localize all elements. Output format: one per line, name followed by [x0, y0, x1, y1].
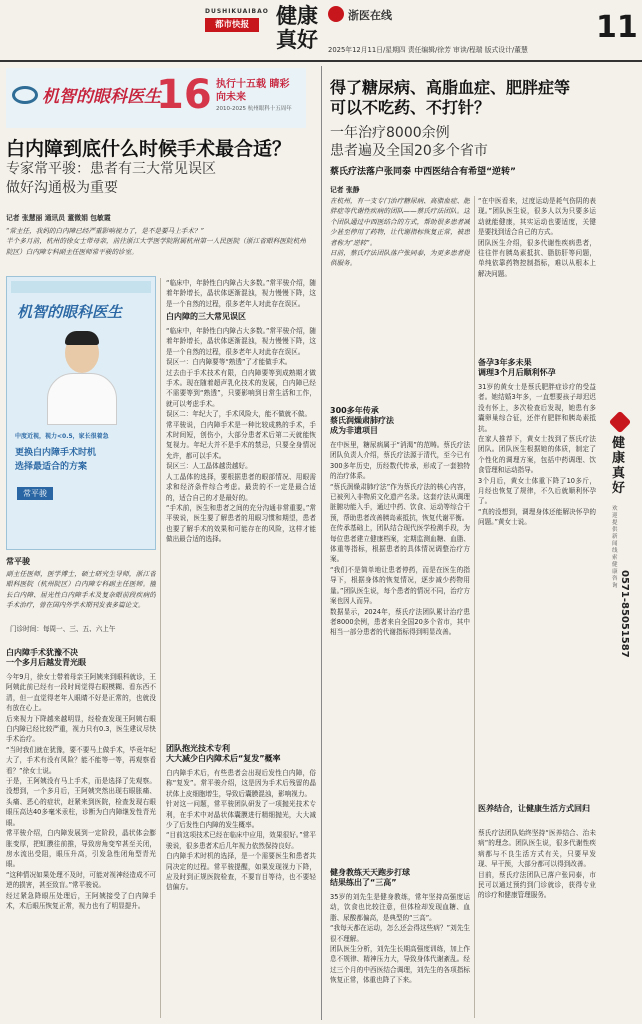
card-title: 机智的眼科医生 [17, 303, 123, 321]
bio-hours: 门诊时间：每周一、三、五、六上午 [10, 625, 116, 633]
doctor-coat [47, 373, 117, 425]
side-phone: 0571-85051587 [619, 570, 630, 658]
anniversary-number: 16 [156, 72, 212, 118]
right-column-3: “在中医看来，过度运动是耗气伤阴的表现。”团队医生说，很多人以为只要多运动就能健康，其实运动也要适度，关键是要找到适合自己的方式。 团队医生介绍，很多代谢性疾病患者，往往伴有胰岛素抵抗、脂肪肝等问题，单纯依靠药物控制指标，难以从根本上解决问题。 [478, 197, 596, 278]
heart-icon [609, 411, 632, 434]
online-label: 浙医在线 [348, 9, 392, 22]
right-section-1: 300多年传承 蔡氏润燥肃肺疗法 成为非遗项目 [330, 406, 394, 435]
left-column-2b: “临床中，年龄性白内障占大多数。”常平骏介绍，随着年龄增长，晶状体逐渐混浊，视力慢慢下降，这是一个自然的过程，很多老年人对此存在误区。 误区一：白内障要等“熟透”了才能做手术。 过去由于手术技术有限，白内障要等到成熟期才做手术。现在随着超声乳化技术的发展，白内障已经不需要等到“熟透”，只要影响到日常生活和工作，就可以考虑手术。 误区二：年纪大了，手术风险大，能不做就不做。 常平骏说，白内障手术是一种比较成熟的手术，手术时间短，创伤小，大部分患者术后第二天就能恢复视力。年纪大并不是手术的禁忌，只要全身情况允许，都可以手术。 误区三：人工晶体越贵越好。 人工晶体的选择，要根据患者的眼部情况、用眼需求和经济条件综合考虑。最贵的不一定是最合适的，适合自己的才是最好的。 “手术前，医生和患者之间的充分沟通非常重要。”常平骏说，医生要了解患者的用眼习惯和期望，患者也要了解手术的效果和可能存在的风险，这样才能做出最合适的选择。 [166, 327, 316, 544]
eye-icon [12, 86, 38, 104]
right-byline: 记者 张静 [330, 186, 360, 194]
zhejiang-online-logo [328, 6, 344, 22]
column-rule [160, 278, 161, 1018]
card-name-tag: 常平骏 [17, 487, 53, 500]
right-section-4: 医养结合，让健康生活方式回归 [478, 804, 590, 813]
page-number: 11 [596, 10, 638, 45]
card-caption-c: 选择最适合的方案 [15, 462, 88, 472]
left-lead: “常主任，我妈的白内障已经严重影响视力了，是不是要马上手术？” 半个多月前，杭州的徐女士带母亲，前往浙江大学医学院附属杭州第一人民医院（浙江省眼科医院杭州院区）白内障专科副主任医师常平骏的诊室。 [6, 227, 306, 256]
card-caption-a: 中度近视，视力<0.5，家长很着急 [15, 433, 109, 440]
left-byline: 记者 张慧丽 通讯员 董微娟 包敏霞 [6, 214, 111, 222]
paper-pinyin: DUSHIKUAIBAO [205, 8, 269, 15]
right-column-4: 31岁的黄女士是蔡氏肥胖症诊疗的受益者。她结婚3年多，一直想要孩子却迟迟没有怀上，多次检查后发现，她患有多囊卵巢综合征，还伴有肥胖和胰岛素抵抗。 在家人推荐下，黄女士找到了蔡氏疗法团队。团队医生根据她的体质，制定了个性化的调理方案，包括中药调理、饮食管理和运动指导。 3个月后，黄女士体重下降了10多斤，月经也恢复了规律，不久后就顺利怀孕了。 “真的没想到，调理身体还能解决怀孕的问题。”黄女士说。 [478, 383, 596, 527]
left-section-2: 白内障的三大常见误区 [166, 312, 246, 321]
right-column-5: 蔡氏疗法团队始终坚持“医养结合、治未病”的理念。团队医生说，很多代谢性疾病都与不良生活方式有关，只要早发现、早干预，大部分都可以得到改善。 目前，蔡氏疗法团队已落户张同泰，市民可以通过预约到门诊就诊，获得专业的诊疗和健康管理服务。 [478, 829, 596, 900]
doctor-photo [43, 329, 121, 425]
right-intro: 在杭州，有一支专门治疗糖尿病、高脂血症、肥胖症等代谢性疾病的团队——蔡氏疗法团队。这个团队通过中西医结合的方式，帮助很多患者减少甚至停用了药物，让代谢指标恢复正常，被患者称为“逆转”。 日前，蔡氏疗法团队落户张同泰，为更多患者提供服务。 [330, 197, 470, 268]
dateline: 2025年12月11日/星期四 责任编辑/徐芳 审读/程瑞 版式设计/董慧 [328, 46, 528, 54]
right-headline: 得了糖尿病、高脂血症、肥胖症等 可以不吃药、不打针？ [330, 78, 571, 117]
bio-text: 副主任医师，医学博士，硕士研究生导师，浙江省眼科医院（杭州院区）白内障专科副主任医师。擅长白内障、屈光性白内障手术及复杂眼前段疾病的手术治疗，曾在国内外学术期刊发表多篇论文。 [6, 570, 156, 610]
left-headline: 白内障到底什么时候手术最合适？ [6, 138, 292, 160]
banner [6, 68, 306, 128]
paper-logo: 都市快报 [205, 18, 259, 32]
doctor-photo-card [6, 276, 156, 550]
left-column-1: 今年9月，徐女士带着母亲王阿姨来到眼科就诊，王阿姨此前已经有一段时间觉得右眼模糊、看东西不清，但一直觉得老年人眼睛不好是正常的，也就没有放在心上。 后来视力下降越来越明显，经检查发现王阿姨右眼白内障已经比较严重，视力只有0.3，医生建议尽快手术治疗。 “当时我们就在犹豫，要不要马上做手术，毕竟年纪大了，手术有没有风险？能不能等一等，再观察看看？”徐女士说。 于是，王阿姨没有马上手术，而是选择了先观察。没想到，一个多月后，王阿姨突然出现右眼胀痛、头痛、恶心的症状，赶紧来到医院，检查发现右眼眼压高达40多毫米汞柱，诊断为白内障继发性青光眼。 常平骏介绍，白内障发展到一定阶段，晶状体会膨胀变厚，把虹膜往前推，导致房角变窄甚至关闭，房水流出受阻，眼压升高，引发急性闭角型青光眼。 “这种情况如果处理不及时，可能对视神经造成不可逆的损害，甚至致盲。”常平骏说。 经过紧急降眼压处理后，王阿姨接受了白内障手术，术后眼压恢复正常，视力也有了明显提升。 [6, 673, 156, 910]
side-note: 欢迎提供新闻线索 健康咨询 [612, 506, 618, 589]
doctor-hair [65, 331, 99, 345]
bio-name: 常平骏 [6, 557, 30, 566]
right-column-2: 35岁的刘先生是健身教练，常年坚持高强度运动，饮食也比较注意，但体检却发现血糖、血脂、尿酸都偏高，是典型的“三高”。 “我每天都在运动，怎么还会得这些病？”刘先生很不理解。 团队医生分析，刘先生长期高强度训练，加上作息不规律、精神压力大，导致身体代谢紊乱。经过三个月的中西医结合调理，刘先生的各项指标恢复正常，体重也降了下来。 [330, 893, 470, 985]
right-section-2: 健身教练天天跑步打球 结果练出了“三高” [330, 868, 410, 887]
side-strip [600, 410, 640, 710]
left-section-3: 团队抱光技术专利 大大减少白内障术后“复发”概率 [166, 744, 281, 763]
card-caption-b: 更换白内障手术时机 [15, 448, 97, 458]
right-subhead: 一年治疗8000余例 患者遍及全国20多个省市 [330, 125, 488, 159]
masthead [0, 0, 642, 62]
section-title: 健康 真好 [276, 3, 318, 52]
side-label: 健康真好 [612, 436, 626, 496]
page-divider [321, 66, 322, 1020]
column-rule-right [474, 196, 475, 1018]
slogan: 执行十五载 睛彩向未来 [216, 79, 290, 103]
right-section-3: 备孕3年多未果 调理3个月后顺利怀孕 [478, 358, 556, 377]
left-subhead: 专家常平骏：患者有三大常见误区 做好沟通极为重要 [6, 161, 216, 196]
right-column-1: 在中医里，糖尿病属于“消渴”的范畴。蔡氏疗法团队负责人介绍，蔡氏疗法源于清代，至今已有300多年历史，历经数代传承，形成了一套独特的治疗体系。 “蔡氏润燥肃肺疗法”作为蔡氏疗法的核心内容，已被列入非物质文化遗产名录。这套疗法从调理脏腑功能入手，通过中药、饮食、运动等综合干预，帮助患者改善胰岛素抵抗，恢复代谢平衡。 在传承基础上，团队结合现代医学检测手段，为每位患者建立健康档案，定期监测血糖、血脂、体重等指标，根据患者的具体情况调整治疗方案。 “我们不是简单地让患者停药，而是在医生的指导下，根据身体的恢复情况，逐步减少药物用量。”团队医生说，每个患者的情况不同，治疗方案也因人而异。 数据显示，2024年，蔡氏疗法团队累计治疗患者8000余例，患者来自全国20多个省市，其中相当一部分患者的代谢指标得到明显改善。 [330, 441, 470, 637]
banner-title: 机智的眼科医生 [42, 87, 161, 107]
left-column-3: 白内障手术后，有些患者会出现后发性白内障，俗称“复发”。常平骏介绍，这是因为手术后残留的晶状体上皮细胞增生，导致后囊膜混浊，影响视力。 针对这一问题，常平骏团队研发了一项抛光技术专利，在手术中对晶状体囊膜进行精细抛光，大大减少了后发性白内障的发生概率。 “目前这项技术已经在临床中应用，效果很好。”常平骏说，很多患者术后几年视力依然保持良好。 白内障手术时机的选择，是一个需要医生和患者共同决定的过程。常平骏提醒，如果发现视力下降，应及时到正规医院检查，不要盲目等待，也不要轻信偏方。 [166, 769, 316, 892]
left-section-1: 白内障手术犹豫不决 一个多月后越发青光眼 [6, 648, 86, 667]
left-column-2: “临床中，年龄性白内障占大多数。”常平骏介绍，随着年龄增长，晶状体逐渐混浊，视力慢慢下降，这是一个自然的过程，很多老年人对此存在误区。 [166, 279, 316, 308]
slogan-sub: 2010-2025 杭州眼科十五周年 [216, 106, 292, 112]
right-kicker: 蔡氏疗法落户张同泰 中西医结合有希望“逆转” [330, 167, 516, 177]
hospital-logo-strip [11, 281, 151, 293]
